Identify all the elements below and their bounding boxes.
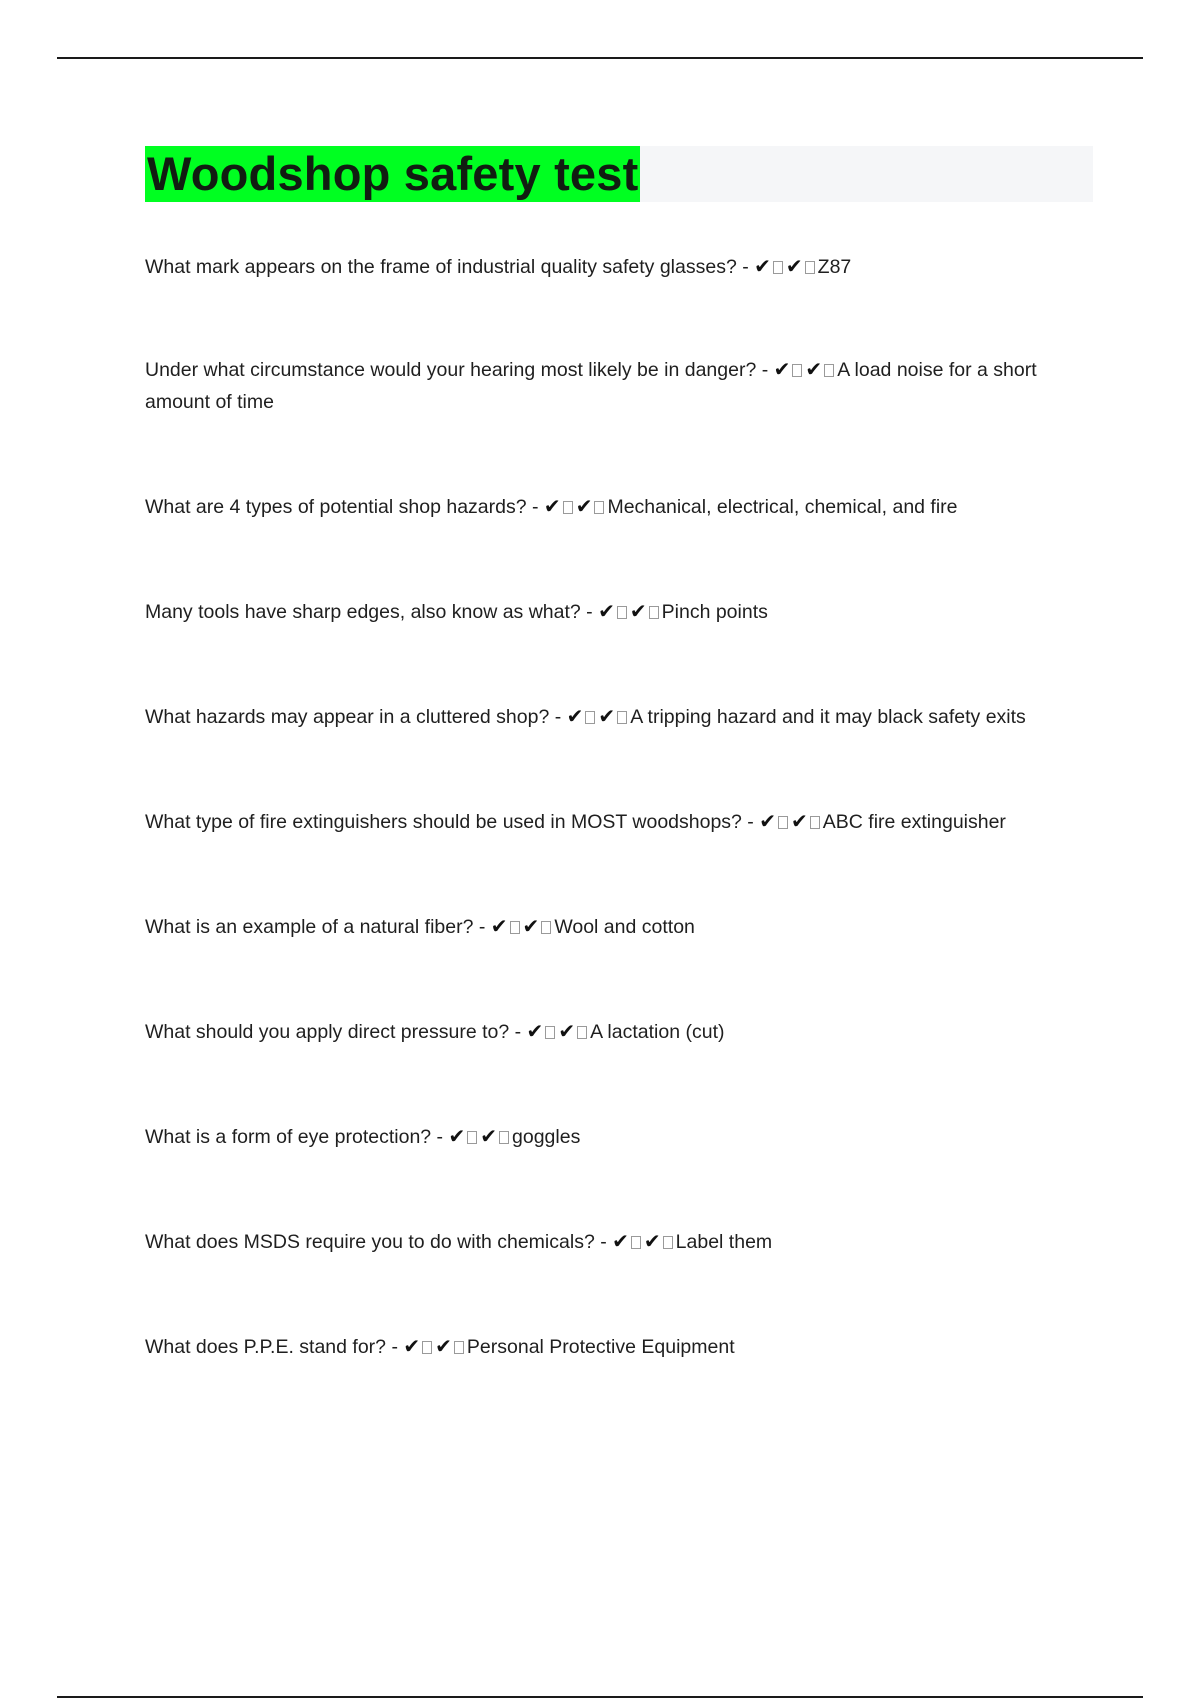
check-icon: ✔: [490, 914, 508, 938]
missing-glyph-box-icon: [499, 1131, 509, 1144]
separator: -: [736, 256, 755, 278]
document-title: Woodshop safety test: [147, 147, 639, 200]
separator: -: [386, 1336, 404, 1358]
check-icon: ✔: [643, 1229, 661, 1253]
question-text: What type of fire extinguishers should be used in MOST woodshops?: [145, 811, 742, 833]
missing-glyph-box-icon: [454, 1341, 464, 1354]
answer-marks: [567, 706, 631, 728]
answer-text: Mechanical, electrical, chemical, and fire: [607, 496, 958, 518]
bottom-rule: [57, 1696, 1143, 1698]
qa-item: [145, 595, 1085, 628]
check-icon: ✔: [785, 254, 803, 278]
answer-text: Label them: [675, 1231, 773, 1253]
question-text: What are 4 types of potential shop hazards?: [145, 496, 527, 518]
answer-marks: [403, 1336, 467, 1358]
check-icon: ✔: [522, 914, 540, 938]
answer-text: A load noise for a short amount of time: [145, 359, 1037, 413]
check-icon: ✔: [612, 1229, 629, 1253]
question-text: What mark appears on the frame of industrial quality safety glasses?: [145, 256, 737, 278]
answer-marks: [491, 916, 555, 938]
qa-item: [145, 1120, 1085, 1153]
qa-item: [145, 490, 1085, 523]
check-icon: ✔: [754, 254, 771, 278]
qa-item: [145, 250, 1085, 283]
missing-glyph-box-icon: [467, 1131, 477, 1144]
check-icon: ✔: [543, 494, 561, 518]
qa-item: [145, 910, 1085, 943]
check-icon: ✔: [598, 704, 616, 728]
missing-glyph-box-icon: [810, 816, 820, 829]
missing-glyph-box-icon: [577, 1026, 587, 1039]
missing-glyph-box-icon: [585, 711, 595, 724]
check-icon: ✔: [403, 1334, 421, 1358]
top-rule: [57, 57, 1143, 59]
missing-glyph-box-icon: [541, 921, 551, 934]
separator: -: [549, 706, 567, 728]
missing-glyph-box-icon: [805, 261, 815, 274]
answer-marks: [598, 601, 662, 623]
separator: -: [431, 1126, 449, 1148]
missing-glyph-box-icon: [545, 1026, 555, 1039]
question-text: Under what circumstance would your hearing most likely be in danger?: [145, 359, 757, 381]
check-icon: ✔: [598, 599, 615, 623]
separator: -: [580, 601, 599, 623]
separator: -: [594, 1231, 613, 1253]
missing-glyph-box-icon: [824, 364, 834, 377]
question-text: Many tools have sharp edges, also know as what?: [145, 601, 581, 623]
check-icon: ✔: [773, 357, 791, 381]
check-icon: ✔: [526, 1019, 544, 1043]
qa-item: [145, 1225, 1085, 1258]
qa-item: [145, 353, 1085, 418]
missing-glyph-box-icon: [617, 606, 627, 619]
missing-glyph-box-icon: [778, 816, 788, 829]
missing-glyph-box-icon: [594, 501, 604, 514]
answer-text: ABC fire extinguisher: [822, 811, 1006, 833]
separator: -: [473, 916, 491, 938]
missing-glyph-box-icon: [510, 921, 520, 934]
missing-glyph-box-icon: [422, 1341, 432, 1354]
question-text: What is an example of a natural fiber?: [145, 916, 474, 938]
question-text: What should you apply direct pressure to?: [145, 1021, 510, 1043]
question-text: What does P.P.E. stand for?: [145, 1336, 387, 1358]
qa-item: [145, 1015, 1085, 1048]
missing-glyph-box-icon: [631, 1236, 641, 1249]
check-icon: ✔: [435, 1334, 452, 1358]
missing-glyph-box-icon: [663, 1236, 673, 1249]
answer-text: Pinch points: [661, 601, 768, 623]
check-icon: ✔: [759, 809, 776, 833]
check-icon: ✔: [791, 809, 808, 833]
answer-marks: [754, 256, 818, 278]
check-icon: ✔: [448, 1124, 466, 1148]
missing-glyph-box-icon: [563, 501, 573, 514]
question-text: What hazards may appear in a cluttered shop?: [145, 706, 550, 728]
qa-item: [145, 700, 1085, 733]
missing-glyph-box-icon: [773, 261, 783, 274]
check-icon: ✔: [480, 1124, 498, 1148]
qa-item: [145, 1330, 1085, 1363]
answer-text: Wool and cotton: [554, 916, 695, 938]
answer-marks: [774, 359, 838, 381]
missing-glyph-box-icon: [792, 364, 802, 377]
answer-text: A tripping hazard and it may black safety exits: [630, 706, 1026, 728]
answer-text: Personal Protective Equipment: [466, 1336, 735, 1358]
separator: -: [509, 1021, 527, 1043]
answer-marks: [759, 811, 823, 833]
separator: -: [756, 359, 774, 381]
answer-text: A lactation (cut): [590, 1021, 725, 1043]
answer-marks: [448, 1126, 512, 1148]
answer-marks: [527, 1021, 591, 1043]
check-icon: ✔: [805, 357, 823, 381]
question-text: What is a form of eye protection?: [145, 1126, 432, 1148]
qa-item: [145, 805, 1085, 838]
check-icon: ✔: [629, 599, 647, 623]
check-icon: ✔: [575, 494, 593, 518]
answer-marks: [612, 1231, 676, 1253]
separator: -: [741, 811, 760, 833]
answer-text: Z87: [817, 256, 852, 278]
check-icon: ✔: [566, 704, 584, 728]
answer-marks: [544, 496, 608, 518]
answer-text: goggles: [512, 1126, 581, 1148]
missing-glyph-box-icon: [649, 606, 659, 619]
missing-glyph-box-icon: [617, 711, 627, 724]
question-text: What does MSDS require you to do with chemicals?: [145, 1231, 595, 1253]
check-icon: ✔: [558, 1019, 576, 1043]
separator: -: [526, 496, 544, 518]
